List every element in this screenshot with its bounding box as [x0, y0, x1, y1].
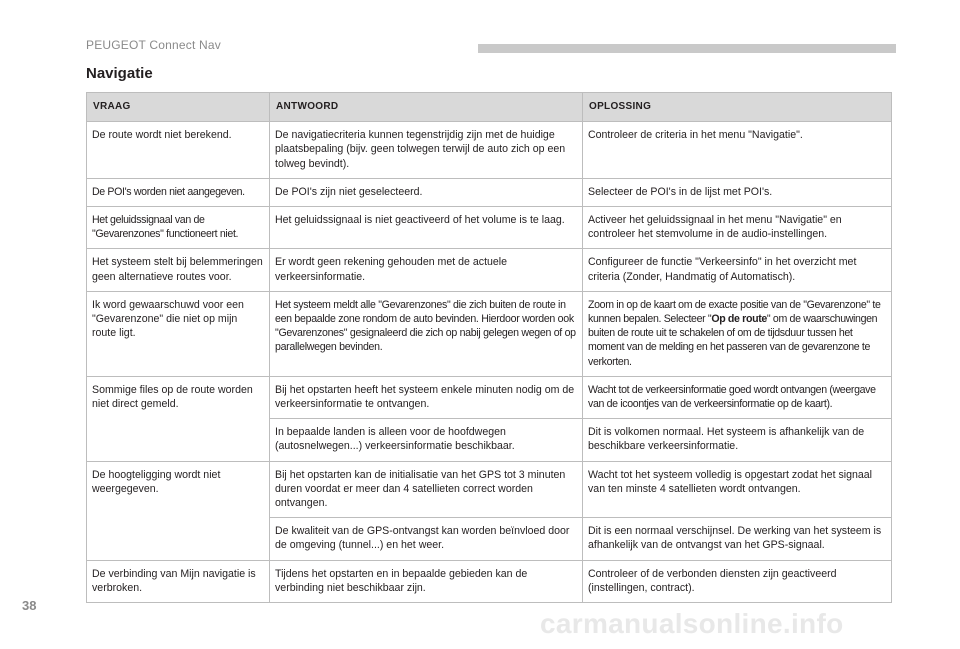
solution-text: Zoom in op de kaart om de exacte positie van de "Gevarenzone" te kunnen bepalen. Selecteer "	[588, 298, 881, 326]
table-row	[87, 249, 892, 291]
question-cell: De verbinding van Mijn navigatie is verbroken.	[87, 560, 270, 602]
question-cell: Het systeem stelt bij belemmeringen geen alternatieve routes voor.	[87, 249, 270, 291]
manual-header-title: PEUGEOT Connect Nav	[86, 38, 221, 52]
answer-cell: Het systeem meldt alle "Gevarenzones" die zich buiten de route in een bepaalde zone rondom de auto bevinden. Hierdoor worden ook "Gevarenzones" gesignaleerd die zich op nabij gelegen wegen of op parallelwegen bevinden.	[270, 291, 583, 376]
table-row	[87, 122, 892, 179]
question-cell: De route wordt niet berekend.	[87, 122, 270, 179]
page-number: 38	[22, 598, 37, 613]
solution-cell	[583, 291, 892, 376]
answer-cell: Tijdens het opstarten en in bepaalde gebieden kan de verbinding niet beschikbaar zijn.	[270, 560, 583, 602]
solution-cell: Configureer de functie "Verkeersinfo" in het overzicht met criteria (Zonder, Handmatig of Automatisch).	[583, 249, 892, 291]
table-row	[87, 376, 892, 418]
answer-cell: De POI's zijn niet geselecteerd.	[270, 178, 583, 206]
question-cell: Sommige files op de route worden niet direct gemeld.	[87, 376, 270, 461]
solution-cell: Dit is een normaal verschijnsel. De werking van het systeem is afhankelijk van de ontvangst van het GPS-signaal.	[583, 518, 892, 560]
column-header-question: VRAAG	[87, 93, 270, 122]
table-row	[87, 291, 892, 376]
answer-cell: De navigatiecriteria kunnen tegenstrijdig zijn met de huidige plaatsbepaling (bijv. geen tolwegen terwijl de auto zich op een tolweg bevindt).	[270, 122, 583, 179]
solution-cell: Dit is volkomen normaal. Het systeem is afhankelijk van de beschikbare verkeersinformatie.	[583, 419, 892, 461]
solution-cell: Selecteer de POI's in de lijst met POI's.	[583, 178, 892, 206]
watermark: carmanualsonline.info	[540, 608, 844, 639]
answer-cell: De kwaliteit van de GPS-ontvangst kan worden beïnvloed door de omgeving (tunnel...) en het weer.	[270, 518, 583, 560]
solution-cell: Wacht tot de verkeersinformatie goed wordt ontvangen (weergave van de icoontjes van de verkeersinformatie op de kaart).	[583, 376, 892, 418]
question-cell: De hoogteligging wordt niet weergegeven.	[87, 461, 270, 560]
solution-cell: Controleer of de verbonden diensten zijn geactiveerd (instellingen, contract).	[583, 560, 892, 602]
question-cell: Het geluidssignaal van de "Gevarenzones" functioneert niet.	[87, 207, 270, 249]
table-row	[87, 207, 892, 249]
solution-cell: Activeer het geluidssignaal in het menu "Navigatie" en controleer het stemvolume in de audio-instellingen.	[583, 207, 892, 249]
solution-text: " om de waarschuwingen buiten de route uit te schakelen of om de tijdsduur tussen het moment van de melding en het passeren van de gevarenzone te verkorten.	[588, 313, 878, 368]
header-rule	[478, 44, 896, 53]
answer-cell: Bij het opstarten heeft het systeem enkele minuten nodig om de verkeersinformatie te ontvangen.	[270, 376, 583, 418]
question-cell: De POI's worden niet aangegeven.	[87, 178, 270, 206]
table-row	[87, 461, 892, 518]
answer-cell: Bij het opstarten kan de initialisatie van het GPS tot 3 minuten duren voordat er meer dan 4 satellieten correct worden ontvangen.	[270, 461, 583, 518]
section-title: Navigatie	[86, 65, 153, 82]
solution-cell: Wacht tot het systeem volledig is opgestart zodat het signaal van ten minste 4 satellieten wordt ontvangen.	[583, 461, 892, 518]
table-header-row	[87, 93, 892, 122]
solution-cell: Controleer de criteria in het menu "Navigatie".	[583, 122, 892, 179]
answer-cell: Het geluidssignaal is niet geactiveerd of het volume is te laag.	[270, 207, 583, 249]
answer-cell: In bepaalde landen is alleen voor de hoofdwegen (autosnelwegen...) verkeersinformatie beschikbaar.	[270, 419, 583, 461]
table-row	[87, 560, 892, 602]
faq-table	[86, 92, 892, 603]
question-cell: Ik word gewaarschuwd voor een "Gevarenzone" die niet op mijn route ligt.	[87, 291, 270, 376]
column-header-solution: OPLOSSING	[583, 93, 892, 122]
solution-emphasis: Op de route	[711, 313, 767, 326]
answer-cell: Er wordt geen rekening gehouden met de actuele verkeersinformatie.	[270, 249, 583, 291]
column-header-answer: ANTWOORD	[270, 93, 583, 122]
table-row	[87, 178, 892, 206]
